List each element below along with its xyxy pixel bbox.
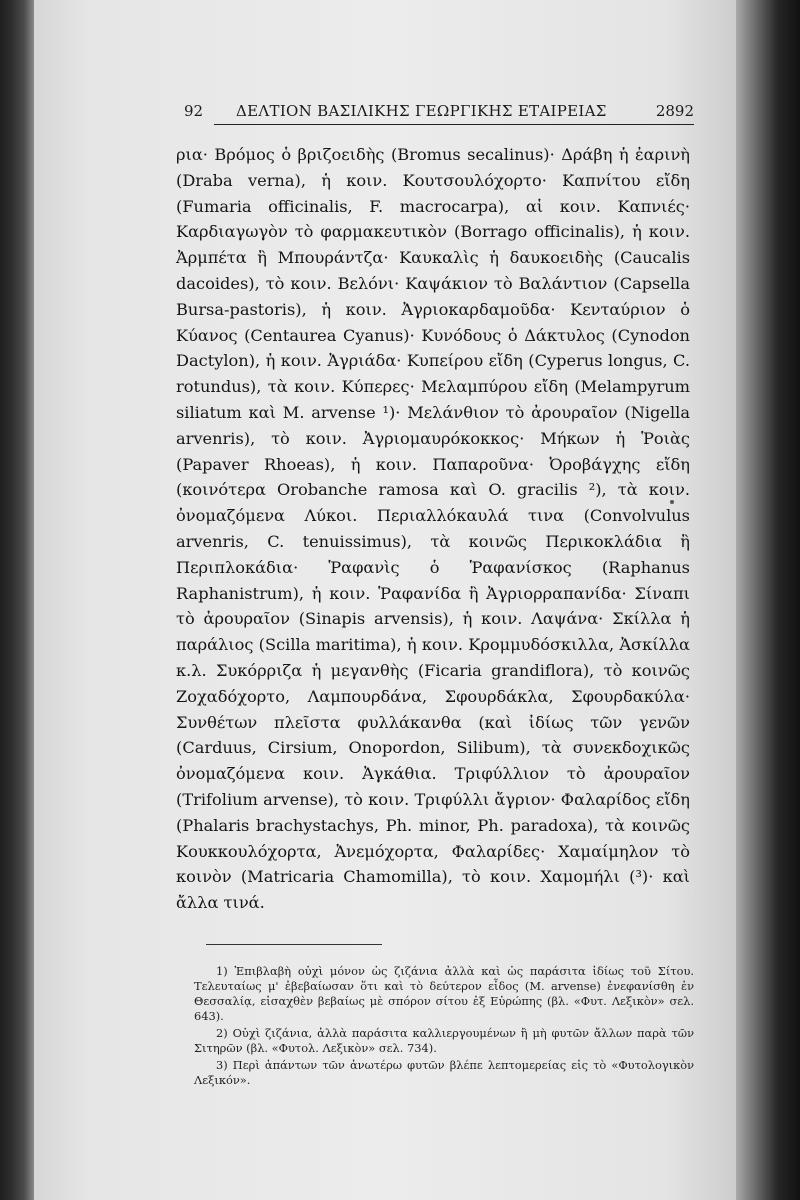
footnote-3: 3) Περὶ ἁπάντων τῶν ἀνωτέρω φυτῶν βλέπε λεπτομερείας εἰς τὸ «Φυτολογικὸν Λεξικόν». — [194, 1058, 694, 1087]
header-rule — [214, 124, 694, 125]
body-paragraph: ρια· Βρόμος ὁ βριζοειδὴς (Bromus secalinus)· Δράβη ἡ ἐαρινὴ (Draba verna), ἡ κοιν. Κουτσουλόχορτο· Καπνίτου εἴδη (Fumaria officinalis, F. macrocarpa), αἱ κοιν. Καπνιές· Καρδιαγωγὸν τὸ φαρμακευτικὸν (Borrago officinalis), ἡ κοιν. Ἀρμπέτα ἢ Μπουράντζα· Καυκαλὶς ἡ δαυκοειδὴς (Caucalis dacoides), τὸ κοιν. Βελόνι· Καψάκιον τὸ Βαλάντιον (Capsella Bursa-pastoris), ἡ κοιν. Ἀγριοκαρδαμοῦδα· Κενταύριον ὁ Κύανος (Centaurea Cyanus)· Κυνόδους ὁ Δάκτυλος (Cynodon Dactylon), ἡ κοιν. Ἀγριάδα· Κυπείρου εἴδη (Cyperus longus, C. rotundus), τὰ κοιν. Κύπερες· Μελαμπύρου εἴδη (Melampyrum siliatum καὶ M. arvense ¹)· Μελάνθιον τὸ ἀρουραῖον (Nigella arvenris), τὸ κοιν. Ἀγριομαυρόκοκκος· Μήκων ἡ Ῥοιὰς (Papaver Rhoeas), ἡ κοιν. Παπαροῦνα· Ὀροβάγχης εἴδη (κοινότερα Orobanche ramosa καὶ O. gracilis ²), τὰ κοιν. ὀνομαζόμενα Λύκοι. Περιαλλόκαυλά τινα (Convolvulus arvenris, C. tenuissimus), τὰ κοινῶς Περικοκλάδια ἢ Περιπλοκάδια· Ῥαφανὶς ὁ Ῥαφανίσκος (Raphanus Raphanistrum), ἡ κοιν. Ῥαφανίδα ἢ Ἀγριορραπανίδα· Σίναπι τὸ ἀρουραῖον (Sinapis arvensis), ἡ κοιν. Λαψάνα· Σκίλλα ἡ παράλιος (Scilla maritima), ἡ κοιν. Κρομμυδόσκιλλα, Ἀσκίλλα κ.λ. Συκόρριζα ἡ μεγανθὴς (Ficaria grandiflora), τὸ κοινῶς Ζοχαδόχορτο, Λαμπουρδάνα, Σφουρδάκλα, Σφουρδακύλα· Συνθέτων πλεῖστα φυλλάκανθα (καὶ ἰδίως τῶν γενῶν (Carduus, Cirsium, Onopordon, Silibum), τὰ συνεκδοχικῶς ὀνομαζόμενα κοιν. Ἀγκάθια. Τριφύλλιον τὸ ἀρουραῖον (Trifolium arvense), τὸ κοιν. Τριφύλλι ἄγριον· Φαλαρίδος εἴδη (Phalaris brachystachys, Ph. minor, Ph. paradoxa), τὰ κοινῶς Κουκκουλόχορτα, Ἀνεμόχορτα, Φαλαρίδες· Χαμαίμηλον τὸ κοινὸν (Matricaria Chamomilla), τὸ κοιν. Χαμομήλι (³)· καὶ ἄλλα τινά. — [176, 145, 690, 913]
scan-edge-left — [0, 0, 34, 1200]
page-number: 92 — [184, 102, 204, 120]
header-year: 2892 — [655, 102, 694, 120]
running-title: ΔΕΛΤΙΟΝ ΒΑΣΙΛΙΚΗΣ ΓΕΩΡΓΙΚΗΣ ΕΤΑΙΡΕΙΑΣ — [236, 102, 607, 120]
page-header — [184, 102, 694, 126]
footnote-2: 2) Οὐχὶ ζιζάνια, ἀλλὰ παράσιτα καλλιεργουμένων ἢ μὴ φυτῶν ἄλλων παρὰ τῶν Σιτηρῶν (βλ. «Φυτολ. Λεξικὸν» σελ. 734). — [194, 1026, 694, 1055]
footnotes — [194, 964, 694, 1090]
ink-speck — [670, 500, 674, 504]
footnote-1: 1) Ἐπιβλαβὴ οὐχὶ μόνον ὡς ζιζάνια ἀλλὰ καὶ ὡς παράσιτα ἰδίως τοῦ Σίτου. Τελευταίως μ' ἐβεβαίωσαν ὅτι καὶ τὸ δεύτερον εἶδος (M. arvense) ἐνεφανίσθη ἐν Θεσσαλίᾳ, εἰσαχθὲν βεβαίως μὲ σπόρον σίτου ἐξ Εὐρώπης (βλ. «Φυτ. Λεξικὸν» σελ. 643). — [194, 964, 694, 1023]
book-page — [34, 0, 736, 1200]
scan-edge-right — [736, 0, 800, 1200]
footnote-rule — [206, 944, 382, 945]
body-text — [176, 142, 690, 916]
